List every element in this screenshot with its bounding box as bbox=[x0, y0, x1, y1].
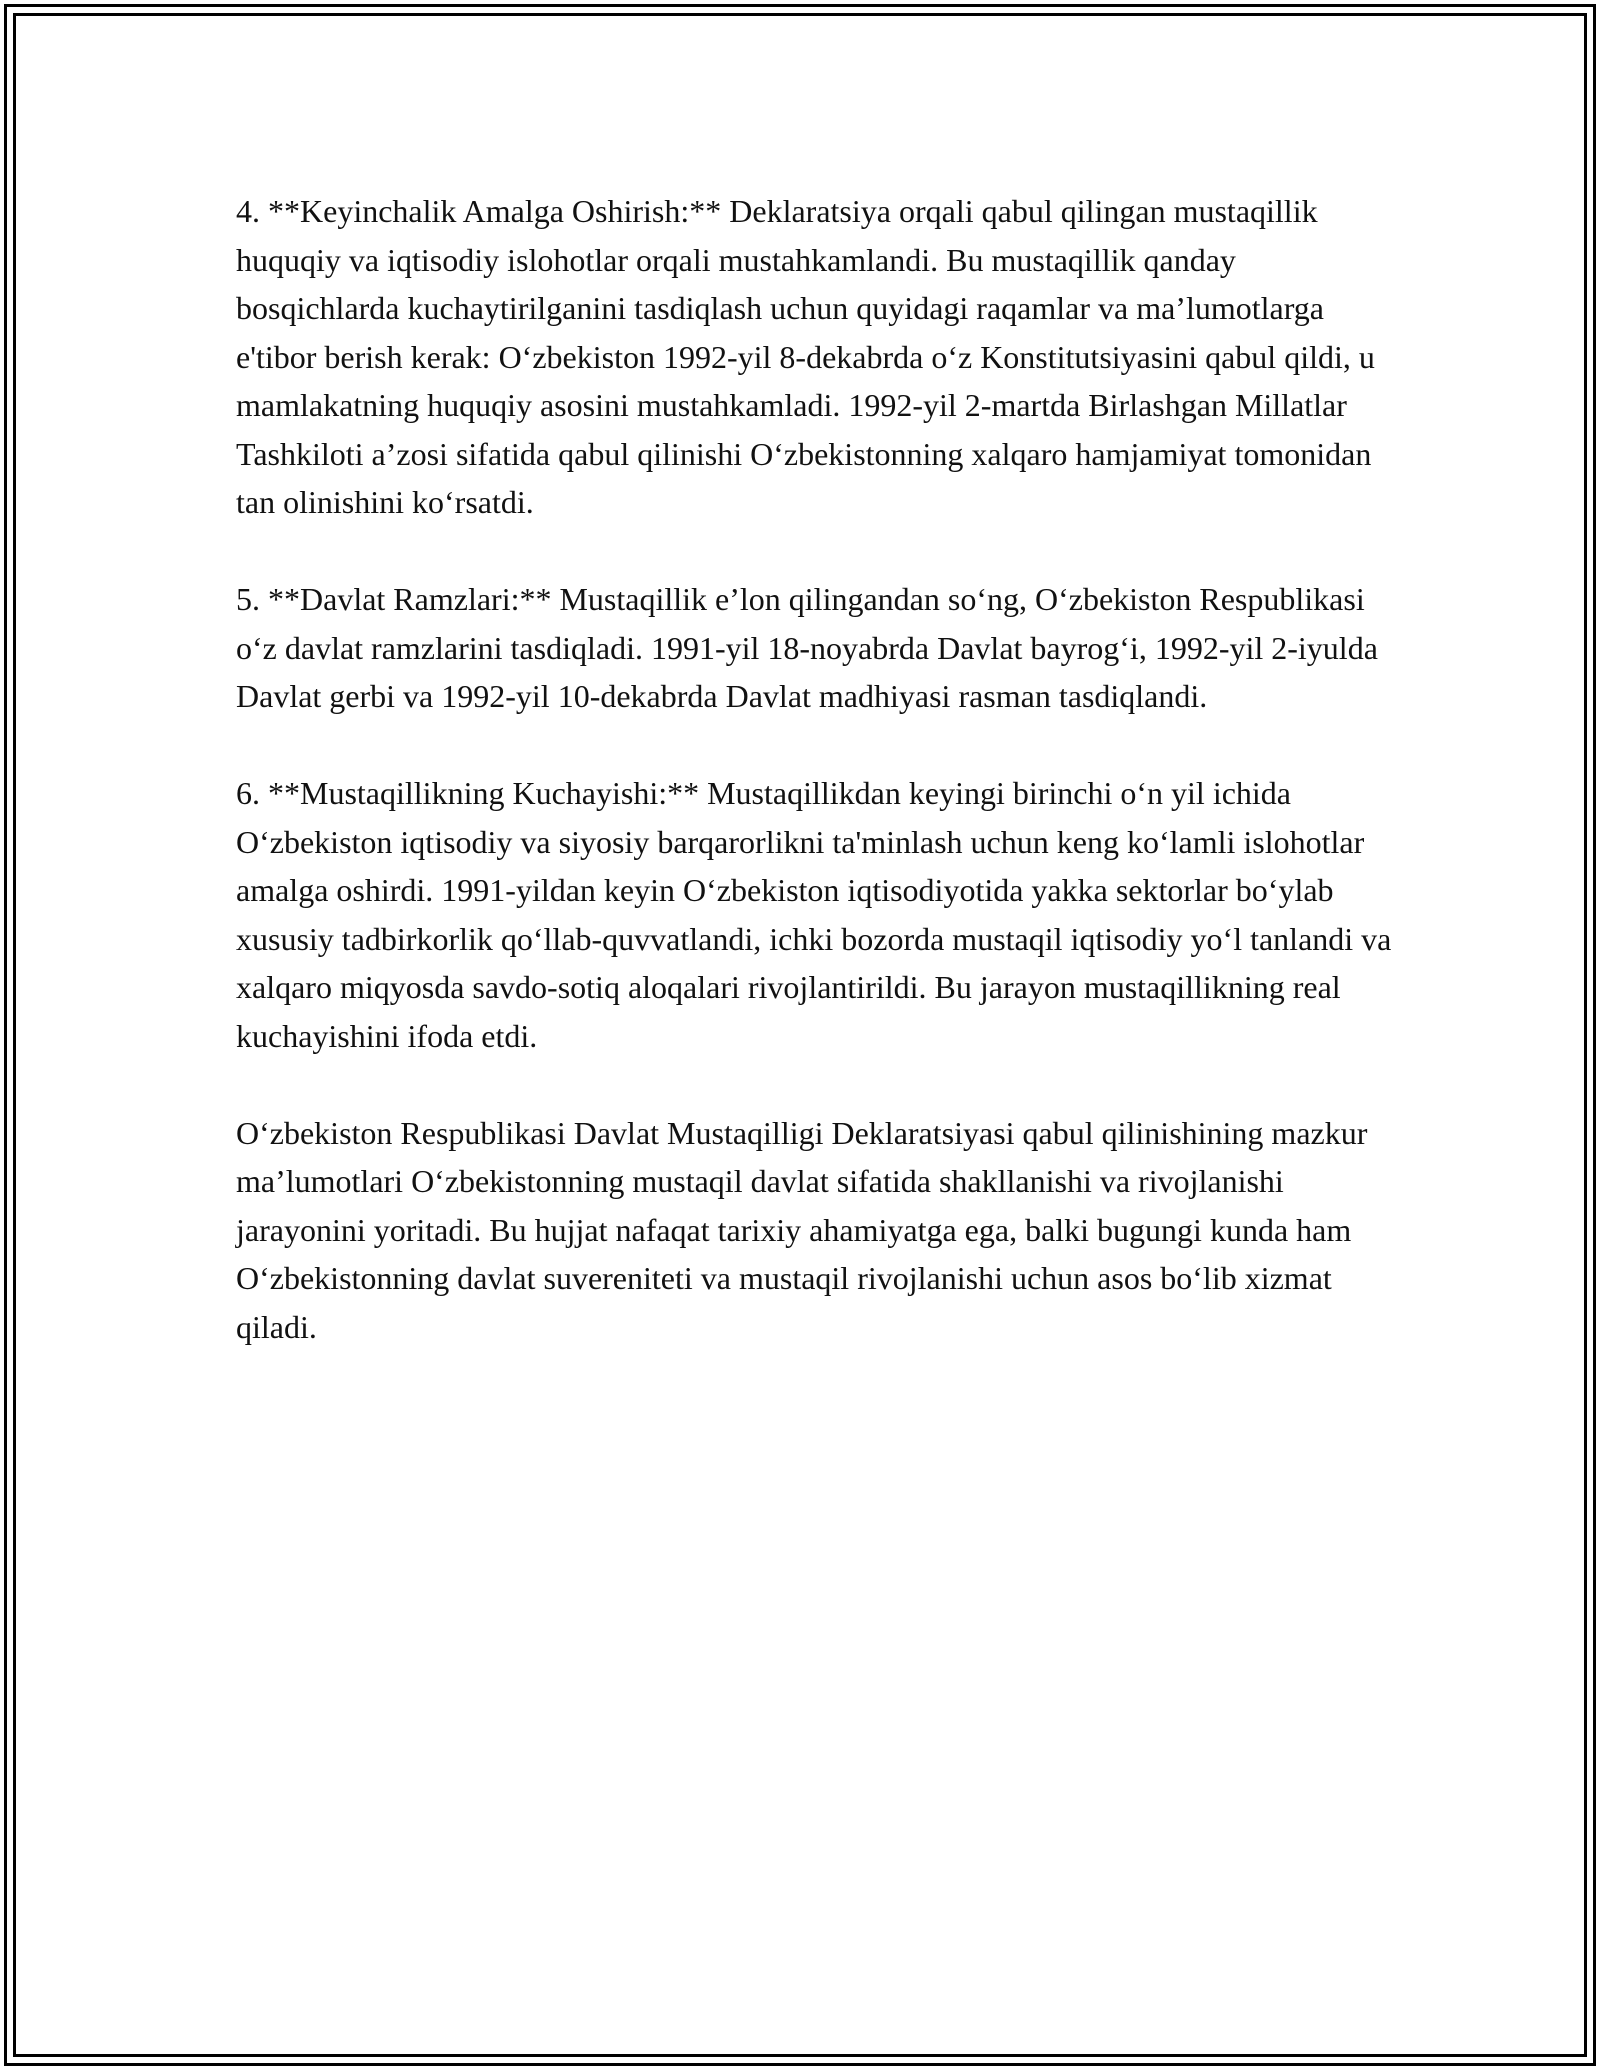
document-body bbox=[236, 187, 1396, 1351]
paragraph-conclusion: O‘zbekiston Respublikasi Davlat Mustaqilligi Deklaratsiyasi qabul qilinishining mazkur ma’lumotlari O‘zbekistonning mustaqil davlat sifatida shakllanishi va rivojlanishi jarayonini yoritadi. Bu hujjat nafaqat tarixiy ahamiyatga ega, balki bugungi kunda ham O‘zbekistonning davlat suvereniteti va mustaqil rivojlanishi uchun asos bo‘lib xizmat qiladi. bbox=[236, 1114, 1368, 1345]
paragraph-item-6: 6. **Mustaqillikning Kuchayishi:** Mustaqillikdan keyingi birinchi o‘n yil ichida O‘zbekiston iqtisodiy va siyosiy barqarorlikni ta'minlash uchun keng ko‘lamli islohotlar amalga oshirdi. 1991-yildan keyin O‘zbekiston iqtisodiyotida yakka sektorlar bo‘ylab xususiy tadbirkorlik qo‘llab-quvvatlandi, ichki bozorda mustaqil iqtisodiy yo‘l tanlandi va xalqaro miqyosda savdo-sotiq aloqalari rivojlantirildi. Bu jarayon mustaqillikning real kuchayishini ifoda etdi. bbox=[236, 775, 1392, 1054]
paragraph-item-5: 5. **Davlat Ramzlari:** Mustaqillik e’lon qilingandan so‘ng, O‘zbekiston Respublikasi o‘z davlat ramzlarini tasdiqladi. 1991-yil 18-noyabrda Davlat bayrog‘i, 1992-yil 2-iyulda Davlat gerbi va 1992-yil 10-dekabrda Davlat madhiyasi rasman tasdiqlandi. bbox=[236, 581, 1378, 714]
paragraph-item-4: 4. **Keyinchalik Amalga Oshirish:** Deklaratsiya orqali qabul qilingan mustaqillik huquqiy va iqtisodiy islohotlar orqali mustahkamlandi. Bu mustaqillik qanday bosqichlarda kuchaytirilganini tasdiqlash uchun quyidagi raqamlar va ma’lumotlarga e'tibor berish kerak: O‘zbekiston 1992-yil 8-dekabrda o‘z Konstitutsiyasini qabul qildi, u mamlakatning huquqiy asosini mustahkamladi. 1992-yil 2-martda Birlashgan Millatlar Tashkiloti a’zosi sifatida qabul qilinishi O‘zbekistonning xalqaro hamjamiyat tomonidan tan olinishini ko‘rsatdi. bbox=[236, 193, 1375, 520]
